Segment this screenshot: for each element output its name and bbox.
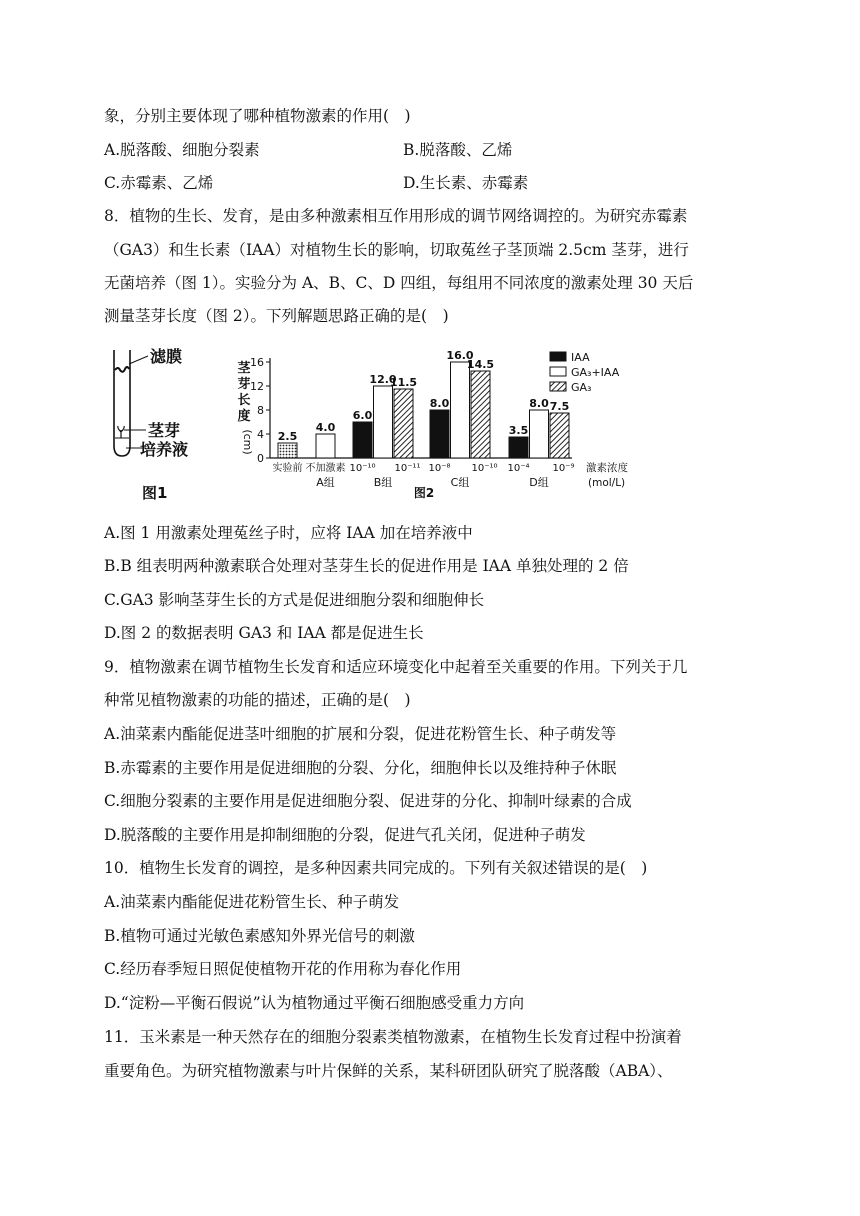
q8-stem-line-3: 无菌培养（图 1）。实验分为 A、B、C、D 四组，每组用不同浓度的激素处理 30 天后: [104, 274, 694, 292]
q7-option-d: D.生长素、赤霉素: [403, 174, 529, 192]
group-label: C组: [450, 476, 470, 489]
bar: [430, 410, 449, 458]
y-axis-unit: (cm): [241, 429, 254, 455]
y-tick-label: 8: [257, 404, 264, 417]
bar: [394, 389, 413, 458]
q10-stem-line-1: 10．植物生长发育的调控，是多种因素共同完成的。下列有关叙述错误的是( ): [104, 859, 648, 877]
y-axis-label-char: 长: [237, 393, 251, 408]
q10-option-d: D.“淀粉—平衡石假说”认为植物通过平衡石细胞感受重力方向: [104, 994, 525, 1012]
label-filter: 滤膜: [150, 347, 183, 366]
q8-option-c: C.GA3 影响茎芽生长的方式是促进细胞分裂和细胞伸长: [104, 591, 485, 609]
x-tick-label: 10⁻⁸: [428, 463, 451, 474]
q8-stem-line-2: （GA3）和生长素（IAA）对植物生长的影响，切取菟丝子茎顶端 2.5cm 茎芽，进行: [104, 241, 689, 259]
bar-value-label: 7.5: [549, 400, 570, 413]
bar: [374, 386, 393, 458]
bar-value-label: 8.0: [529, 397, 549, 410]
question-8-figures: [102, 342, 662, 502]
x-tick-label: 10⁻⁴: [507, 463, 530, 474]
bar-value-label: 11.5: [389, 376, 418, 389]
y-tick-label: 12: [250, 380, 264, 393]
y-axis-label-char: 茎: [237, 361, 251, 376]
x-tick-label: 10⁻⁹: [552, 463, 575, 474]
bar-value-label: 4.0: [315, 421, 336, 434]
x-tick-label: 10⁻¹¹: [394, 463, 421, 474]
bar: [509, 437, 528, 458]
q9-stem-line-1: 9．植物激素在调节植物生长发育和适应环境变化中起着至关重要的作用。下列关于几: [104, 658, 688, 676]
bar: [530, 410, 549, 458]
test-tube-outline: [114, 350, 130, 456]
x-tick-label: 实验前: [272, 463, 303, 474]
q7-stem-line: 象，分别主要体现了哪种植物激素的作用( ): [104, 107, 411, 125]
y-axis-label-char: 芽: [237, 377, 251, 392]
legend-label: GA₃+IAA: [571, 366, 620, 379]
bar: [353, 422, 372, 458]
q8-stem-line-1: 8．植物的生长、发育，是由多种激素相互作用形成的调节网络调控的。为研究赤霉素: [104, 207, 688, 225]
figure-1-apparatus: [114, 347, 188, 502]
label-medium: 培养液: [140, 440, 189, 459]
bar: [278, 443, 297, 458]
figure-1-caption: 图1: [142, 484, 168, 502]
label-bud: 茎芽: [148, 421, 181, 440]
bar-value-label: 2.5: [277, 430, 298, 443]
figure-2-caption: 图2: [413, 486, 435, 500]
q9-option-b: B.赤霉素的主要作用是促进细胞的分裂、分化，细胞伸长以及维持种子休眠: [104, 759, 617, 777]
x-axis-unit: (mol/L): [588, 477, 626, 489]
bar-value-label: 12.0: [369, 373, 397, 386]
legend-label: IAA: [571, 351, 590, 364]
legend-swatch: [550, 382, 566, 391]
filter-membrane: [115, 367, 129, 372]
x-tick-label: 10⁻¹⁰: [349, 463, 376, 474]
legend-label: GA₃: [571, 381, 592, 394]
bar-value-label: 3.5: [508, 424, 529, 437]
q7-option-a: A.脱落酸、细胞分裂素: [104, 141, 260, 159]
group-label: A组: [316, 476, 335, 489]
y-axis-label-char: 度: [237, 409, 251, 424]
bar: [451, 362, 470, 458]
y-tick-label: 16: [250, 356, 264, 369]
x-tick-label: 不加激素: [305, 463, 346, 474]
q8-option-a: A.图 1 用激素处理菟丝子时，应将 IAA 加在培养液中: [104, 524, 473, 542]
bar-value-label: 6.0: [352, 409, 373, 422]
bar: [550, 413, 569, 458]
q8-stem-line-4: 测量茎芽长度（图 2）。下列解题思路正确的是( ): [104, 307, 449, 325]
q11-stem-line-1: 11．玉米素是一种天然存在的细胞分裂素类植物激素，在植物生长发育过程中扮演着: [104, 1028, 682, 1046]
legend-swatch: [550, 352, 566, 361]
q8-option-b: B.B 组表明两种激素联合处理对茎芽生长的促进作用是 IAA 单独处理的 2 倍: [104, 557, 629, 575]
group-label: D组: [529, 476, 549, 489]
q10-option-a: A.油菜素内酯能促进花粉管生长、种子萌发: [104, 893, 400, 911]
figure-2-bar-chart: [237, 349, 628, 500]
bar-value-label: 14.5: [466, 358, 495, 371]
q9-option-c: C.细胞分裂素的主要作用是促进细胞分裂、促进芽的分化、抑制叶绿素的合成: [104, 792, 632, 810]
y-tick-label: 4: [257, 428, 264, 441]
filter-leader-line: [129, 356, 148, 364]
q7-option-c: C.赤霉素、乙烯: [104, 174, 214, 192]
bud-sprout: [118, 426, 124, 438]
figures-svg: [102, 342, 662, 502]
legend-swatch: [550, 367, 566, 376]
q10-option-c: C.经历春季短日照促使植物开花的作用称为春化作用: [104, 960, 462, 978]
q9-stem-line-2: 种常见植物激素的功能的描述，正确的是( ): [104, 691, 411, 709]
q8-option-d: D.图 2 的数据表明 GA3 和 IAA 都是促进生长: [104, 624, 424, 642]
q11-stem-line-2: 重要角色。为研究植物激素与叶片保鲜的关系，某科研团队研究了脱落酸（ABA）、: [104, 1062, 673, 1080]
q9-option-a: A.油菜素内酯能促进茎叶细胞的扩展和分裂，促进花粉管生长、种子萌发等: [104, 725, 617, 743]
bar-value-label: 16.0: [446, 349, 474, 362]
x-tick-label: 10⁻¹⁰: [471, 463, 498, 474]
q10-option-b: B.植物可通过光敏色素感知外界光信号的刺激: [104, 927, 415, 945]
group-label: B组: [373, 476, 393, 489]
y-tick-label: 0: [257, 452, 264, 465]
bar-value-label: 8.0: [429, 397, 450, 410]
bar: [316, 434, 335, 458]
bar: [471, 371, 490, 458]
x-axis-label: 激素浓度: [586, 462, 628, 474]
q7-option-b: B.脱落酸、乙烯: [403, 141, 513, 159]
q9-option-d: D.脱落酸的主要作用是抑制细胞的分裂，促进气孔关闭，促进种子萌发: [104, 826, 586, 844]
